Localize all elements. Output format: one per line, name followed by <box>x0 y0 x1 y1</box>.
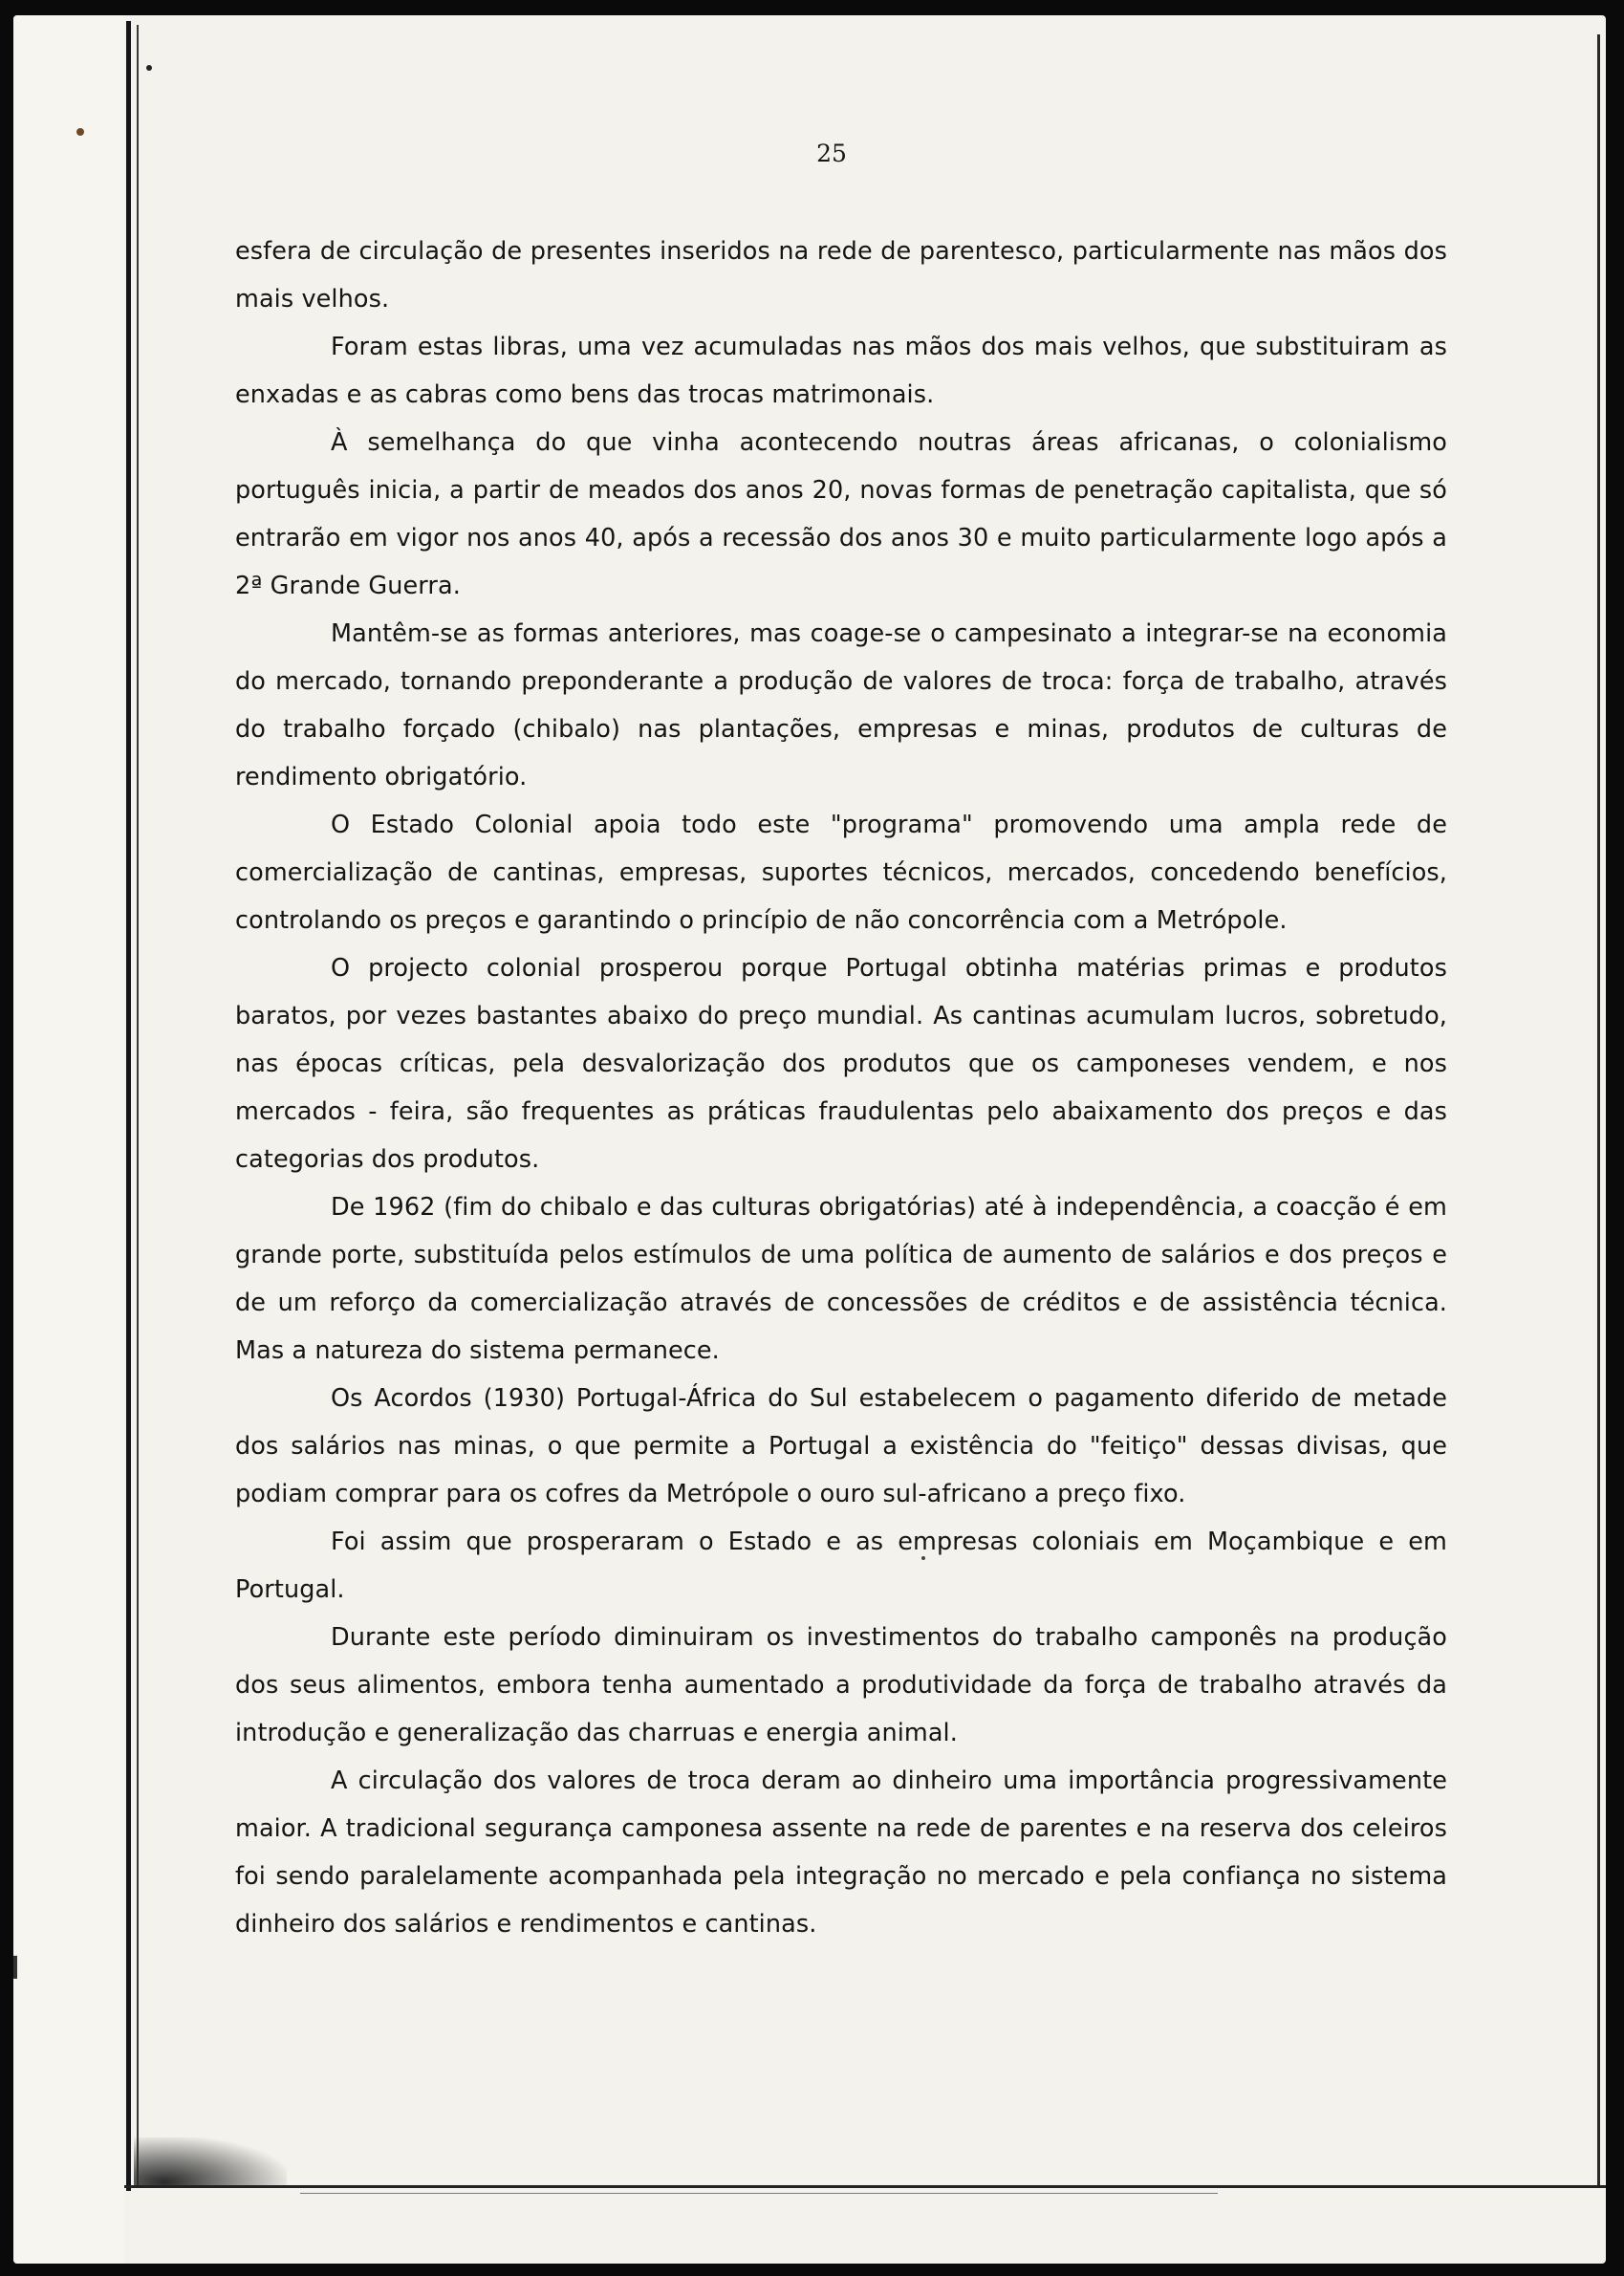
bottom-edge-line-thin <box>300 2193 1218 2194</box>
bottom-edge-line <box>124 2185 1606 2188</box>
paragraph: Foi assim que prosperaram o Estado e as empresas coloniais em Moçambique e em Portugal. <box>235 1528 1447 1604</box>
paragraph: Foram estas libras, uma vez acumuladas nas mãos dos mais velhos, que substituiram as enxadas e as cabras como bens das trocas matrimonais. <box>235 333 1447 409</box>
binding-smudge <box>134 2137 287 2187</box>
body-text <box>235 228 1447 1948</box>
ink-speck <box>76 128 84 136</box>
paragraph: Mantêm-se as formas anteriores, mas coage-se o campesinato a integrar-se na economia do mercado, tornando preponderante a produção de valores de troca: força de trabalho, através do trabalho forçado (chibalo) nas plantações, empresas e minas, produtos de culturas de rendimento obrigatório. <box>235 619 1447 791</box>
page-number: 25 <box>816 140 847 167</box>
binding-edge-line <box>126 21 131 2191</box>
paragraph: O projecto colonial prosperou porque Portugal obtinha matérias primas e produtos baratos, por vezes bastantes abaixo do preço mundial. As cantinas acumulam lucros, sobretudo, nas épocas críticas, pela desvalorização dos produtos que os camponeses vendem, e nos mercados - feira, são frequentes as práticas fraudulentas pelo abaixamento dos preços e das categorias dos produtos. <box>235 954 1447 1174</box>
edge-mark <box>13 1956 17 1979</box>
binding-margin <box>13 15 124 2264</box>
paragraph: De 1962 (fim do chibalo e das culturas obrigatórias) até à independência, a coacção é em grande porte, substituída pelos estímulos de uma política de aumento de salários e dos preços e de um reforço da comercialização através de concessões de créditos e de assistência técnica. Mas a natureza do sistema permanece. <box>235 1193 1447 1365</box>
paragraph: À semelhança do que vinha acontecendo noutras áreas africanas, o colonialismo português inicia, a partir de meados dos anos 20, novas formas de penetração capitalista, que só entrarão em vigor nos anos 40, após a recessão dos anos 30 e muito particularmente logo após a 2ª Grande Guerra. <box>235 428 1447 600</box>
paragraph: Durante este período diminuiram os investimentos do trabalho camponês na produção dos seus alimentos, embora tenha aumentado a produtividade da força de trabalho através da introdução e generalização das charruas e energia animal. <box>235 1623 1447 1747</box>
right-edge-line <box>1597 34 1600 2185</box>
paragraph: A circulação dos valores de troca deram ao dinheiro uma importância progressivamente maior. A tradicional segurança camponesa assente na rede de parentes e na reserva dos celeiros foi sendo paralelamente acompanhada pela integração no mercado e pela confiança no sistema dinheiro dos salários e rendimentos e cantinas. <box>235 1767 1447 1939</box>
paragraph-continued: esfera de circulação de presentes inseridos na rede de parentesco, particularmente nas mãos dos mais velhos. <box>235 237 1447 314</box>
ink-speck <box>146 65 152 71</box>
binding-edge-line-thin <box>137 25 139 2185</box>
paragraph: Os Acordos (1930) Portugal-África do Sul estabelecem o pagamento diferido de metade dos salários nas minas, o que permite a Portugal a existência do "feitiço" dessas divisas, que podiam comprar para os cofres da Metrópole o ouro sul-africano a preço fixo. <box>235 1384 1447 1508</box>
paragraph: O Estado Colonial apoia todo este "programa" promovendo uma ampla rede de comercialização de cantinas, empresas, suportes técnicos, mercados, concedendo benefícios, controlando os preços e garantindo o princípio de não concorrência com a Metrópole. <box>235 811 1447 935</box>
